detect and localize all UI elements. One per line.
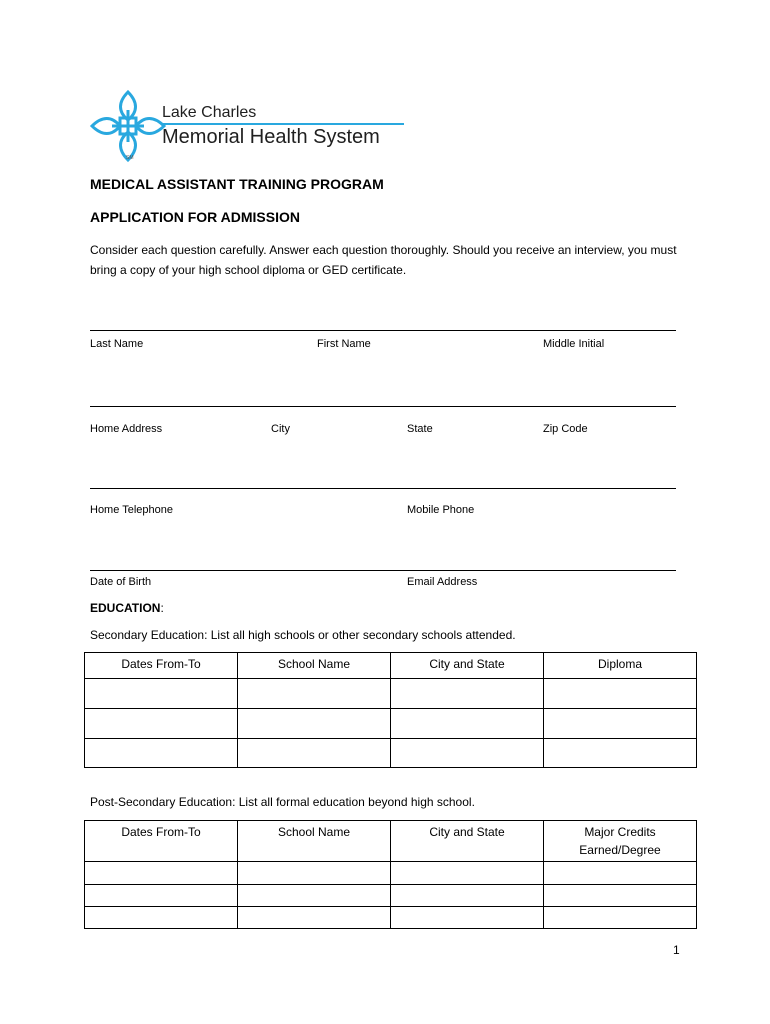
phone-fill-line[interactable] [90, 488, 676, 489]
table-cell[interactable] [85, 862, 238, 885]
table-cell[interactable] [391, 885, 544, 907]
table-cell[interactable] [391, 679, 544, 709]
table-row [85, 709, 697, 739]
date-of-birth-label: Date of Birth [90, 576, 152, 588]
address-fill-line[interactable] [90, 406, 676, 407]
col-header-diploma: Diploma [544, 653, 697, 679]
col-header-city-state: City and State [391, 821, 544, 862]
city-label: City [271, 423, 290, 435]
table-row [85, 679, 697, 709]
dob-email-fill-line[interactable] [90, 570, 676, 571]
table-row [85, 739, 697, 768]
state-label: State [407, 423, 433, 435]
logo-divider [162, 123, 404, 125]
col-header-city-state: City and State [391, 653, 544, 679]
table-cell[interactable] [85, 885, 238, 907]
col-header-dates: Dates From-To [85, 821, 238, 862]
table-cell[interactable] [85, 739, 238, 768]
table-row [85, 907, 697, 929]
table-cell[interactable] [238, 709, 391, 739]
col-header-major-credits: Major Credits Earned/Degree [544, 821, 697, 862]
table-cell[interactable] [544, 862, 697, 885]
first-name-label: First Name [317, 338, 371, 350]
home-address-label: Home Address [90, 423, 163, 435]
table-cell[interactable] [544, 709, 697, 739]
table-cell[interactable] [544, 907, 697, 929]
table-cell[interactable] [238, 739, 391, 768]
secondary-education-caption: Secondary Education: List all high schools or other secondary schools attended. [90, 628, 516, 642]
page-number: 1 [673, 943, 680, 957]
table-cell[interactable] [85, 679, 238, 709]
service-mark: SM [126, 155, 134, 161]
table-cell[interactable] [238, 679, 391, 709]
mobile-phone-label: Mobile Phone [407, 504, 475, 516]
table-cell[interactable] [544, 885, 697, 907]
table-cell[interactable] [544, 739, 697, 768]
post-secondary-education-table [84, 820, 697, 929]
table-cell[interactable] [238, 885, 391, 907]
application-title: APPLICATION FOR ADMISSION [90, 209, 300, 225]
last-name-label: Last Name [90, 338, 144, 350]
education-heading: EDUCATION: [90, 601, 164, 615]
table-row [85, 862, 697, 885]
table-cell[interactable] [85, 709, 238, 739]
zip-code-label: Zip Code [543, 423, 588, 435]
middle-initial-label: Middle Initial [543, 338, 605, 350]
col-header-school-name: School Name [238, 821, 391, 862]
post-secondary-education-caption: Post-Secondary Education: List all formal education beyond high school. [90, 795, 475, 809]
logo-name-line2: Memorial Health System [162, 126, 380, 148]
table-cell[interactable] [391, 907, 544, 929]
instructions-text: Consider each question carefully. Answer each question thoroughly. Should you receive an interview, you must bring a copy of your high school diploma or GED certificate. [90, 243, 677, 277]
col-header-dates: Dates From-To [85, 653, 238, 679]
secondary-education-table [84, 652, 697, 768]
home-telephone-label: Home Telephone [90, 504, 173, 516]
logo-name-line1: Lake Charles [162, 104, 257, 121]
name-fill-line[interactable] [90, 330, 676, 331]
table-cell[interactable] [238, 862, 391, 885]
table-cell[interactable] [391, 739, 544, 768]
col-header-school-name: School Name [238, 653, 391, 679]
table-cell[interactable] [544, 679, 697, 709]
email-address-label: Email Address [407, 576, 478, 588]
table-cell[interactable] [85, 907, 238, 929]
table-cell[interactable] [391, 862, 544, 885]
table-row [85, 885, 697, 907]
program-title: MEDICAL ASSISTANT TRAINING PROGRAM [90, 176, 384, 192]
table-cell[interactable] [391, 709, 544, 739]
table-cell[interactable] [238, 907, 391, 929]
cross-quatrefoil-logo-icon [92, 92, 164, 160]
